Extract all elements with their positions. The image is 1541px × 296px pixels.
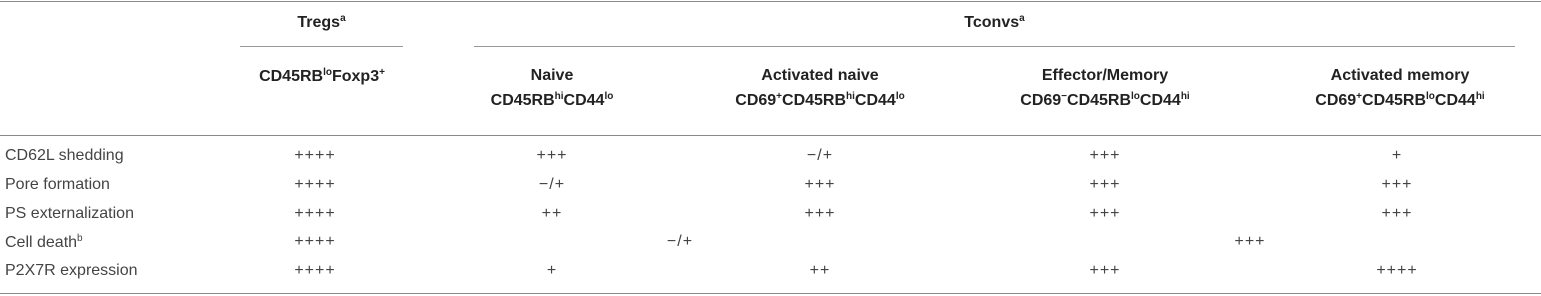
row-label-p2x7r-expression: P2X7R expression — [5, 262, 138, 279]
table-cell: + — [546, 262, 558, 279]
table-cell: −/+ — [538, 176, 566, 193]
table-cell: ++ — [541, 205, 563, 222]
header-bottom-rule — [0, 135, 1541, 136]
row-label-cd62l-shedding: CD62L shedding — [5, 147, 124, 164]
col-header-effector-memory: Effector/Memory $CD69^-CD45RB^{lo}CD44^{hi}$ — [1020, 67, 1190, 109]
row-label-cell-death: Cell death$^b$ — [5, 233, 83, 251]
table-cell: ++++ — [294, 262, 336, 279]
table-cell: ++ — [809, 262, 831, 279]
table-cell: +++ — [1089, 205, 1121, 222]
table-cell: −/+ — [666, 233, 694, 250]
col-header-activated-naive: Activated naive $CD69^+CD45RB^{hi}CD44^{lo}$ — [735, 67, 905, 109]
table-cell: +++ — [804, 205, 836, 222]
col-header-naive: Naive $CD45RB^{hi}CD44^{lo}$ — [490, 67, 614, 109]
top-rule — [0, 1, 1541, 2]
table-cell: +++ — [1234, 233, 1266, 250]
table-cell: ++++ — [294, 233, 336, 250]
table-cell: ++++ — [1376, 262, 1418, 279]
table-cell: +++ — [804, 176, 836, 193]
row-label-pore-formation: Pore formation — [5, 176, 110, 193]
table-cell: ++++ — [294, 176, 336, 193]
col-header-activated-memory: Activated memory $CD69^+CD45RB^{lo}CD44^{hi}$ — [1315, 67, 1485, 109]
row-label-ps-externalization: PS externalization — [5, 205, 134, 222]
tconvs-group-header: Tconvs$^a$ — [964, 13, 1025, 31]
table-cell: ++++ — [294, 205, 336, 222]
bottom-rule — [0, 293, 1541, 294]
table-cell: +++ — [1381, 205, 1413, 222]
table-cell: +++ — [1089, 147, 1121, 164]
tregs-underline — [240, 46, 403, 47]
table-cell: + — [1391, 147, 1403, 164]
table-cell: +++ — [536, 147, 568, 164]
table-cell: +++ — [1089, 262, 1121, 279]
tregs-group-header: Tregs$^a$ — [297, 13, 346, 31]
table-cell: −/+ — [806, 147, 834, 164]
table-cell: ++++ — [294, 147, 336, 164]
tconvs-underline — [474, 46, 1515, 47]
table-cell: +++ — [1089, 176, 1121, 193]
table-cell: +++ — [1381, 176, 1413, 193]
col-header-treg: $CD45RB^{lo}Foxp3^+$ — [259, 67, 385, 85]
